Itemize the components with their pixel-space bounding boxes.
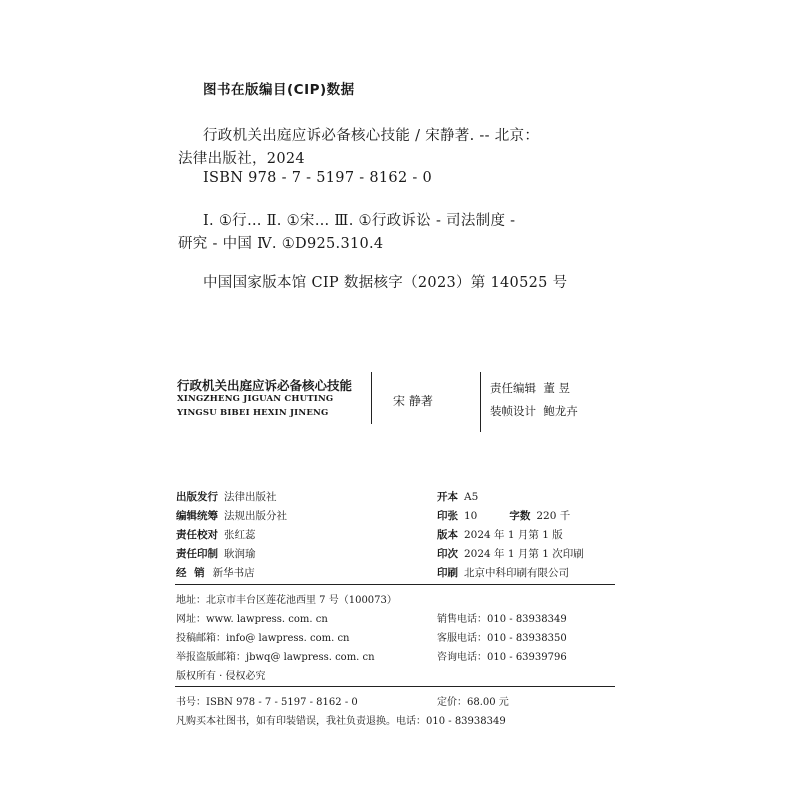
cip-title: 图书在版编目(CIP)数据	[203, 82, 355, 98]
cip-line-isbn: ISBN 978 - 7 - 5197 - 8162 - 0	[203, 170, 433, 186]
designer-row	[490, 403, 578, 419]
divider-right	[480, 372, 481, 432]
website: 网址：www. lawpress. com. cn	[176, 614, 328, 625]
book-number: 书号：ISBN 978 - 7 - 5197 - 8162 - 0	[176, 697, 358, 708]
publish-left-row: 编辑统筹 法规出版分社	[176, 510, 287, 522]
return-notice: 凡购买本社图书，如有印装错误，我社负责退换。电话：010 - 83938349	[176, 716, 506, 727]
publish-left-row: 经 销 新华书店	[176, 567, 255, 579]
editor-label: 责任编辑	[490, 381, 536, 395]
cip-line-classification-cont: 研究 - 中国 Ⅳ. ①D925.310.4	[178, 236, 384, 252]
divider-footer-top	[175, 686, 615, 687]
cip-line-record-number: 中国国家版本馆 CIP 数据核字（2023）第 140525 号	[203, 275, 568, 291]
book-author: 宋 静著	[393, 394, 433, 408]
publish-right-row: 版本 2024 年 1 月第 1 版	[437, 529, 563, 541]
publish-left-row: 责任印制 耿润瑜	[176, 548, 256, 560]
designer-label: 装帧设计	[490, 404, 536, 418]
publish-right-row: 印次 2024 年 1 月第 1 次印刷	[437, 548, 584, 560]
editor-row	[490, 380, 570, 396]
cip-line-classification: Ⅰ. ①行… Ⅱ. ①宋… Ⅲ. ①行政诉讼 - 司法制度 -	[203, 213, 516, 229]
book-title: 行政机关出庭应诉必备核心技能	[177, 378, 353, 393]
book-pinyin-line1: XINGZHENG JIGUAN CHUTING	[177, 394, 334, 404]
divider-contact-top	[175, 584, 615, 585]
publish-right-row: 印刷 北京中科印刷有限公司	[437, 567, 569, 579]
submission-email: 投稿邮箱：info@ lawpress. com. cn	[176, 633, 350, 644]
book-info-block	[175, 372, 615, 432]
address: 地址：北京市丰台区莲花池西里 7 号（100073）	[176, 595, 397, 606]
book-pinyin-line2: YINGSU BIBEI HEXIN JINENG	[177, 408, 329, 418]
cip-line-publisher: 法律出版社，2024	[178, 151, 305, 167]
publish-right-row: 开本 A5	[437, 491, 479, 503]
sales-phone: 销售电话：010 - 83938349	[437, 614, 567, 625]
publish-left-row: 责任校对 张红蕊	[176, 529, 256, 541]
designer-name: 鲍龙卉	[543, 404, 578, 418]
cip-line-title: 行政机关出庭应诉必备核心技能 / 宋静著. -- 北京：	[203, 128, 540, 144]
divider-left	[371, 372, 372, 424]
publish-left-row: 出版发行 法律出版社	[176, 491, 277, 503]
consult-phone: 咨询电话：010 - 63939796	[437, 652, 567, 663]
editor-name: 董 昱	[543, 381, 570, 395]
report-email: 举报盗版邮箱：jbwq@ lawpress. com. cn	[176, 652, 375, 663]
service-phone: 客服电话：010 - 83938350	[437, 633, 567, 644]
price: 定价：68.00 元	[437, 697, 509, 708]
publish-right-row: 印张 10 字数 220 千	[437, 510, 571, 522]
rights-notice: 版权所有 · 侵权必究	[176, 671, 266, 682]
